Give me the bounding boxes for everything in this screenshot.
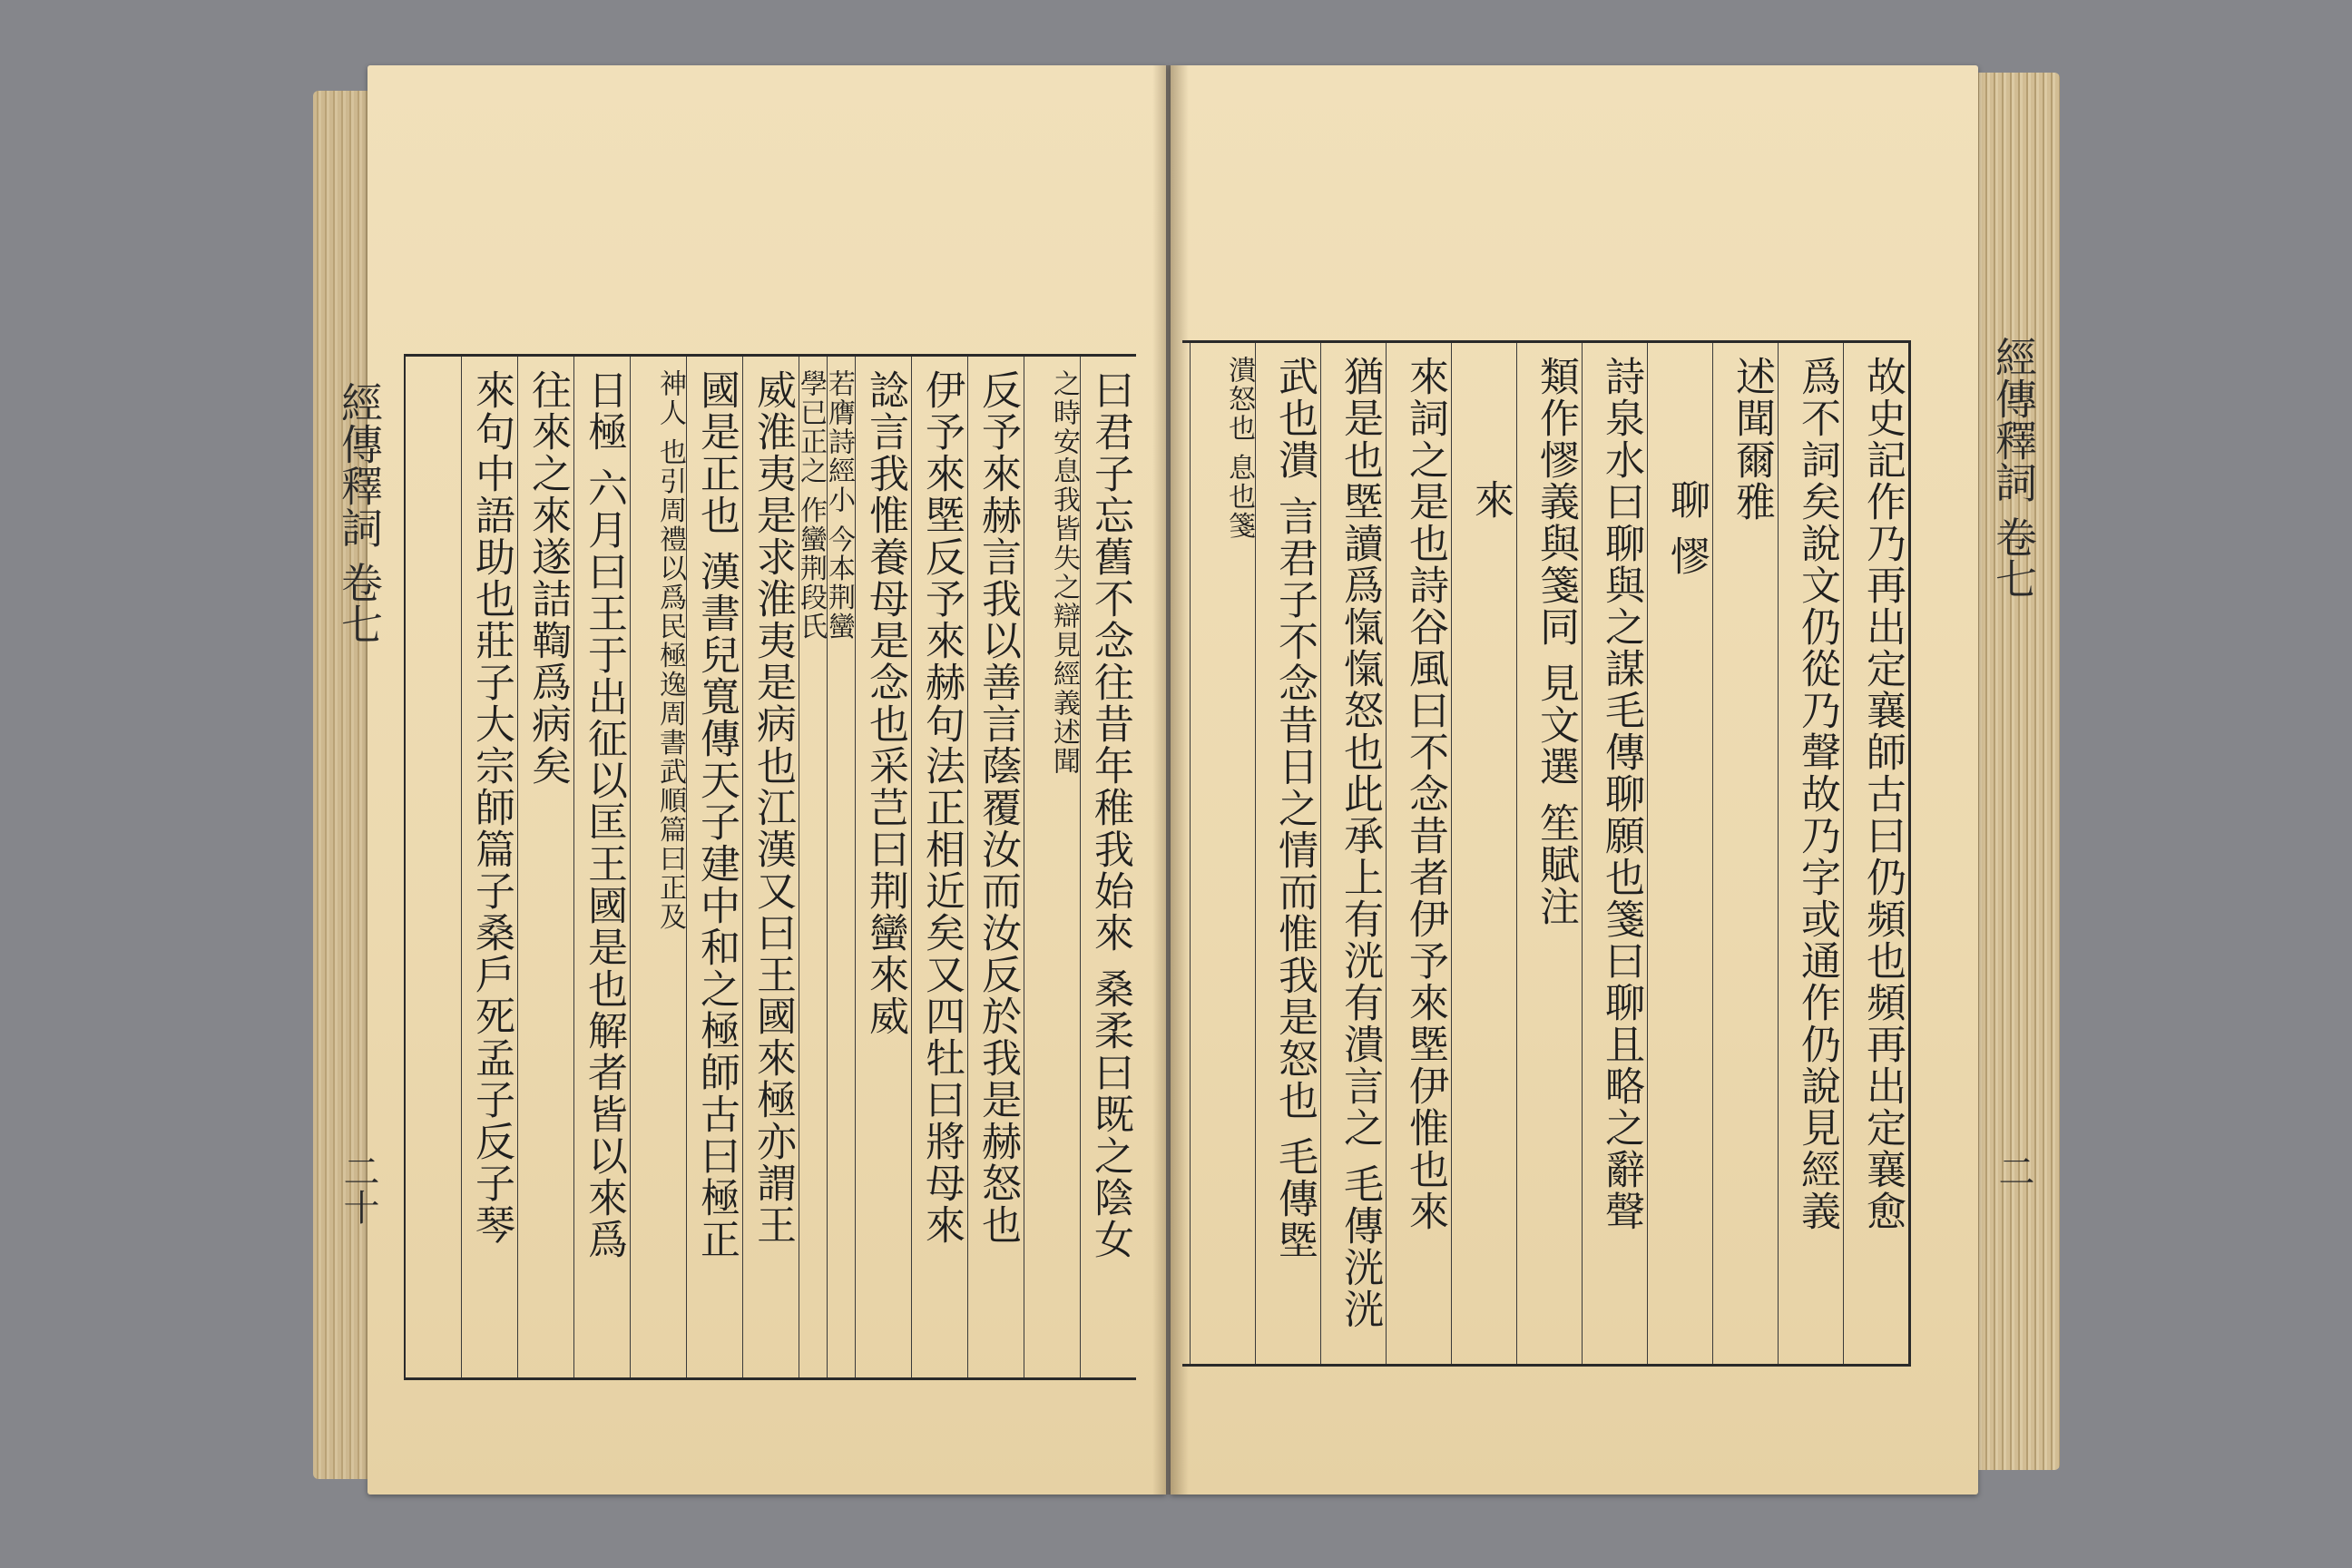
left-column-8: 威淮夷是求淮夷是病也江漢又曰王國來極亦謂王 (742, 357, 799, 1377)
left-column-4: 伊予來塈反予來赫句法正相近矣又四牡曰將母來 (911, 357, 967, 1377)
left-column-1: 曰君子忘舊不念往昔年稚我始來 桑柔曰既之陰女 (1080, 357, 1136, 1377)
open-book (313, 54, 2060, 1515)
left-column-12: 往來之來遂詰鞫爲病矣 (517, 357, 573, 1377)
right-column-10: 武也潰 言君子不念昔日之情而惟我是怒也 毛傳塈 (1255, 343, 1320, 1364)
right-column-3: 述聞爾雅 (1712, 343, 1778, 1364)
left-column-11: 日極 六月曰王于出征以匡王國是也解者皆以來爲 (573, 357, 630, 1377)
right-margin-number: 二 (1993, 1152, 2034, 1189)
left-column-10: 神人 也引周禮以爲民極逸周書武順篇曰正及 (630, 357, 686, 1377)
right-column-2: 爲不詞矣說文仍從乃聲故乃字或通作仍說見經義 (1778, 343, 1843, 1364)
right-column-8: 來詞之是也詩谷風曰不念昔者伊予來塈伊惟也來 (1386, 343, 1451, 1364)
right-column-9: 猶是也塈讀爲愾愾怒也此承上有洸有潰言之 毛傳洸洸 (1320, 343, 1386, 1364)
right-column-4: 聊 憀 (1647, 343, 1712, 1364)
right-column-7: 來 (1451, 343, 1516, 1364)
left-column-5: 諗言我惟養母是念也采芑曰荆蠻來威 (855, 357, 911, 1377)
right-column-5: 詩泉水曰聊與之謀毛傳聊願也箋曰聊且略之辭聲 (1582, 343, 1647, 1364)
right-text-frame (1182, 340, 1911, 1367)
left-column-13: 來句中語助也莊子大宗師篇子桑戶死孟子反子琴 (461, 357, 517, 1377)
left-text-frame (404, 354, 1136, 1380)
right-column-11: 潰怒也 息也箋 (1190, 343, 1255, 1364)
right-column-6: 類作憀義與箋同 見文選 笙賦注 (1516, 343, 1582, 1364)
left-margin-number: 二十 (338, 1152, 379, 1225)
right-column-1: 故史記作乃再出定襄師古曰仍頻也頻再出定襄愈 (1843, 343, 1908, 1364)
left-column-7: 學已正之 作蠻荆段氏 (799, 357, 827, 1377)
page-edges-right (1974, 73, 2060, 1470)
left-column-2: 之時安息我皆失之辯見經義述聞 (1024, 357, 1080, 1377)
right-margin-title: 經傳釋詞 卷七 (1989, 336, 2038, 600)
left-margin-title: 經傳釋詞 卷七 (335, 381, 384, 645)
left-column-3: 反予來赫言我以善言蔭覆汝而汝反於我是赫怒也 (967, 357, 1024, 1377)
left-column-6: 若膺詩經小 今本荆蠻 (827, 357, 855, 1377)
left-column-9: 國是正也 漢書兒寬傳天子建中和之極師古曰極正 (686, 357, 742, 1377)
